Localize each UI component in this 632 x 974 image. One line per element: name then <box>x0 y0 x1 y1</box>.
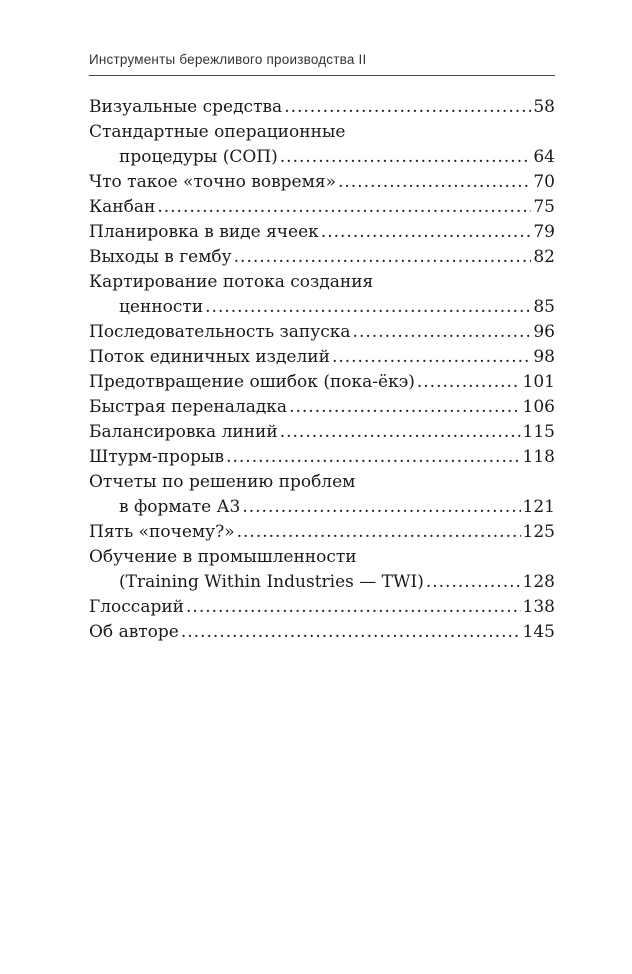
toc-line <box>89 495 555 520</box>
toc-entry <box>89 395 555 420</box>
toc-dot-leader <box>332 345 531 370</box>
toc-dot-leader <box>321 220 532 245</box>
toc-entry <box>89 620 555 645</box>
toc-page-number: 79 <box>533 222 555 242</box>
toc-dot-leader <box>284 95 531 120</box>
toc-entry-title: ценности <box>119 297 204 317</box>
toc-page-number: 98 <box>533 347 555 367</box>
toc-line <box>89 370 555 395</box>
toc-line <box>89 295 555 320</box>
toc-page-number: 82 <box>533 247 555 267</box>
toc-entry <box>89 245 555 270</box>
toc-entry-title: Штурм-прорыв <box>89 447 225 467</box>
toc-entry-title: Быстрая переналадка <box>89 397 288 417</box>
toc-line <box>89 445 555 470</box>
toc-entry-title: Канбан <box>89 197 156 217</box>
toc-page-number: 85 <box>533 297 555 317</box>
toc-entry <box>89 195 555 220</box>
toc-page-number: 75 <box>533 197 555 217</box>
toc-line <box>89 245 555 270</box>
toc-page-number: 145 <box>522 622 555 642</box>
toc-line <box>89 320 555 345</box>
toc-dot-leader <box>289 395 520 420</box>
toc-entry <box>89 445 555 470</box>
toc-line <box>89 545 555 570</box>
toc-entry <box>89 420 555 445</box>
toc-line <box>89 395 555 420</box>
toc-dot-leader <box>157 195 531 220</box>
toc-entry <box>89 345 555 370</box>
toc-dot-leader <box>234 245 532 270</box>
toc-entry-title: Об авторе <box>89 622 179 642</box>
toc-line <box>89 195 555 220</box>
toc-line <box>89 470 555 495</box>
toc-line <box>89 95 555 120</box>
toc-entry-title: Выходы в гембу <box>89 247 232 267</box>
toc-dot-leader <box>181 620 521 645</box>
toc-dot-leader <box>353 320 532 345</box>
toc-entry-title: Планировка в виде ячеек <box>89 222 319 242</box>
header-rule <box>89 75 555 76</box>
toc-line <box>89 620 555 645</box>
toc-entry-title: Предотвращение ошибок (пока-ёкэ) <box>89 372 415 392</box>
toc-entry <box>89 320 555 345</box>
toc-entry-title: (Training Within Industries — TWI) <box>119 572 424 592</box>
toc-entry-title: Картирование потока создания <box>89 272 374 292</box>
toc-line <box>89 420 555 445</box>
toc-entry-title: Последовательность запуска <box>89 322 351 342</box>
toc-page-number: 106 <box>522 397 555 417</box>
toc-page-number: 118 <box>522 447 555 467</box>
toc-page-number: 138 <box>522 597 555 617</box>
toc-entry-title: Поток единичных изделий <box>89 347 330 367</box>
toc-entry-title: Стандартные операционные <box>89 122 346 142</box>
toc-page-number: 58 <box>533 97 555 117</box>
toc-line <box>89 345 555 370</box>
toc-dot-leader <box>205 295 531 320</box>
toc-dot-leader <box>186 595 521 620</box>
toc-entry <box>89 370 555 395</box>
toc-entry-title: Обучение в промышленности <box>89 547 357 567</box>
toc-entry-title: Пять «почему?» <box>89 522 235 542</box>
toc-dot-leader <box>242 495 520 520</box>
toc-entry <box>89 170 555 195</box>
table-of-contents <box>89 95 555 645</box>
toc-entry-title: Балансировка линий <box>89 422 278 442</box>
toc-entry-title: Визуальные средства <box>89 97 283 117</box>
toc-entry-title: в формате А3 <box>119 497 241 517</box>
toc-entry <box>89 595 555 620</box>
toc-entry <box>89 95 555 120</box>
toc-page-number: 101 <box>522 372 555 392</box>
toc-line <box>89 520 555 545</box>
toc-line <box>89 120 555 145</box>
toc-line <box>89 145 555 170</box>
toc-page-number: 115 <box>522 422 555 442</box>
toc-line <box>89 270 555 295</box>
toc-line <box>89 220 555 245</box>
toc-entry-title: Глоссарий <box>89 597 185 617</box>
toc-entry <box>89 470 555 520</box>
toc-page-number: 128 <box>522 572 555 592</box>
toc-entry <box>89 545 555 595</box>
toc-line <box>89 170 555 195</box>
running-head: Инструменты бережливого производства II <box>89 52 367 67</box>
toc-entry <box>89 520 555 545</box>
toc-page-number: 64 <box>533 147 555 167</box>
toc-page-number: 70 <box>533 172 555 192</box>
toc-entry <box>89 120 555 170</box>
toc-entry <box>89 220 555 245</box>
toc-page-number: 125 <box>522 522 555 542</box>
toc-dot-leader <box>426 570 521 595</box>
toc-dot-leader <box>417 370 521 395</box>
toc-dot-leader <box>338 170 531 195</box>
toc-dot-leader <box>280 145 532 170</box>
toc-entry <box>89 270 555 320</box>
toc-dot-leader <box>237 520 521 545</box>
toc-dot-leader <box>280 420 521 445</box>
toc-page-number: 121 <box>522 497 555 517</box>
toc-entry-title: Что такое «точно вовремя» <box>89 172 336 192</box>
toc-page-number: 96 <box>533 322 555 342</box>
toc-entry-title: процедуры (СОП) <box>119 147 278 167</box>
toc-line <box>89 570 555 595</box>
toc-dot-leader <box>226 445 520 470</box>
toc-entry-title: Отчеты по решению проблем <box>89 472 356 492</box>
toc-line <box>89 595 555 620</box>
